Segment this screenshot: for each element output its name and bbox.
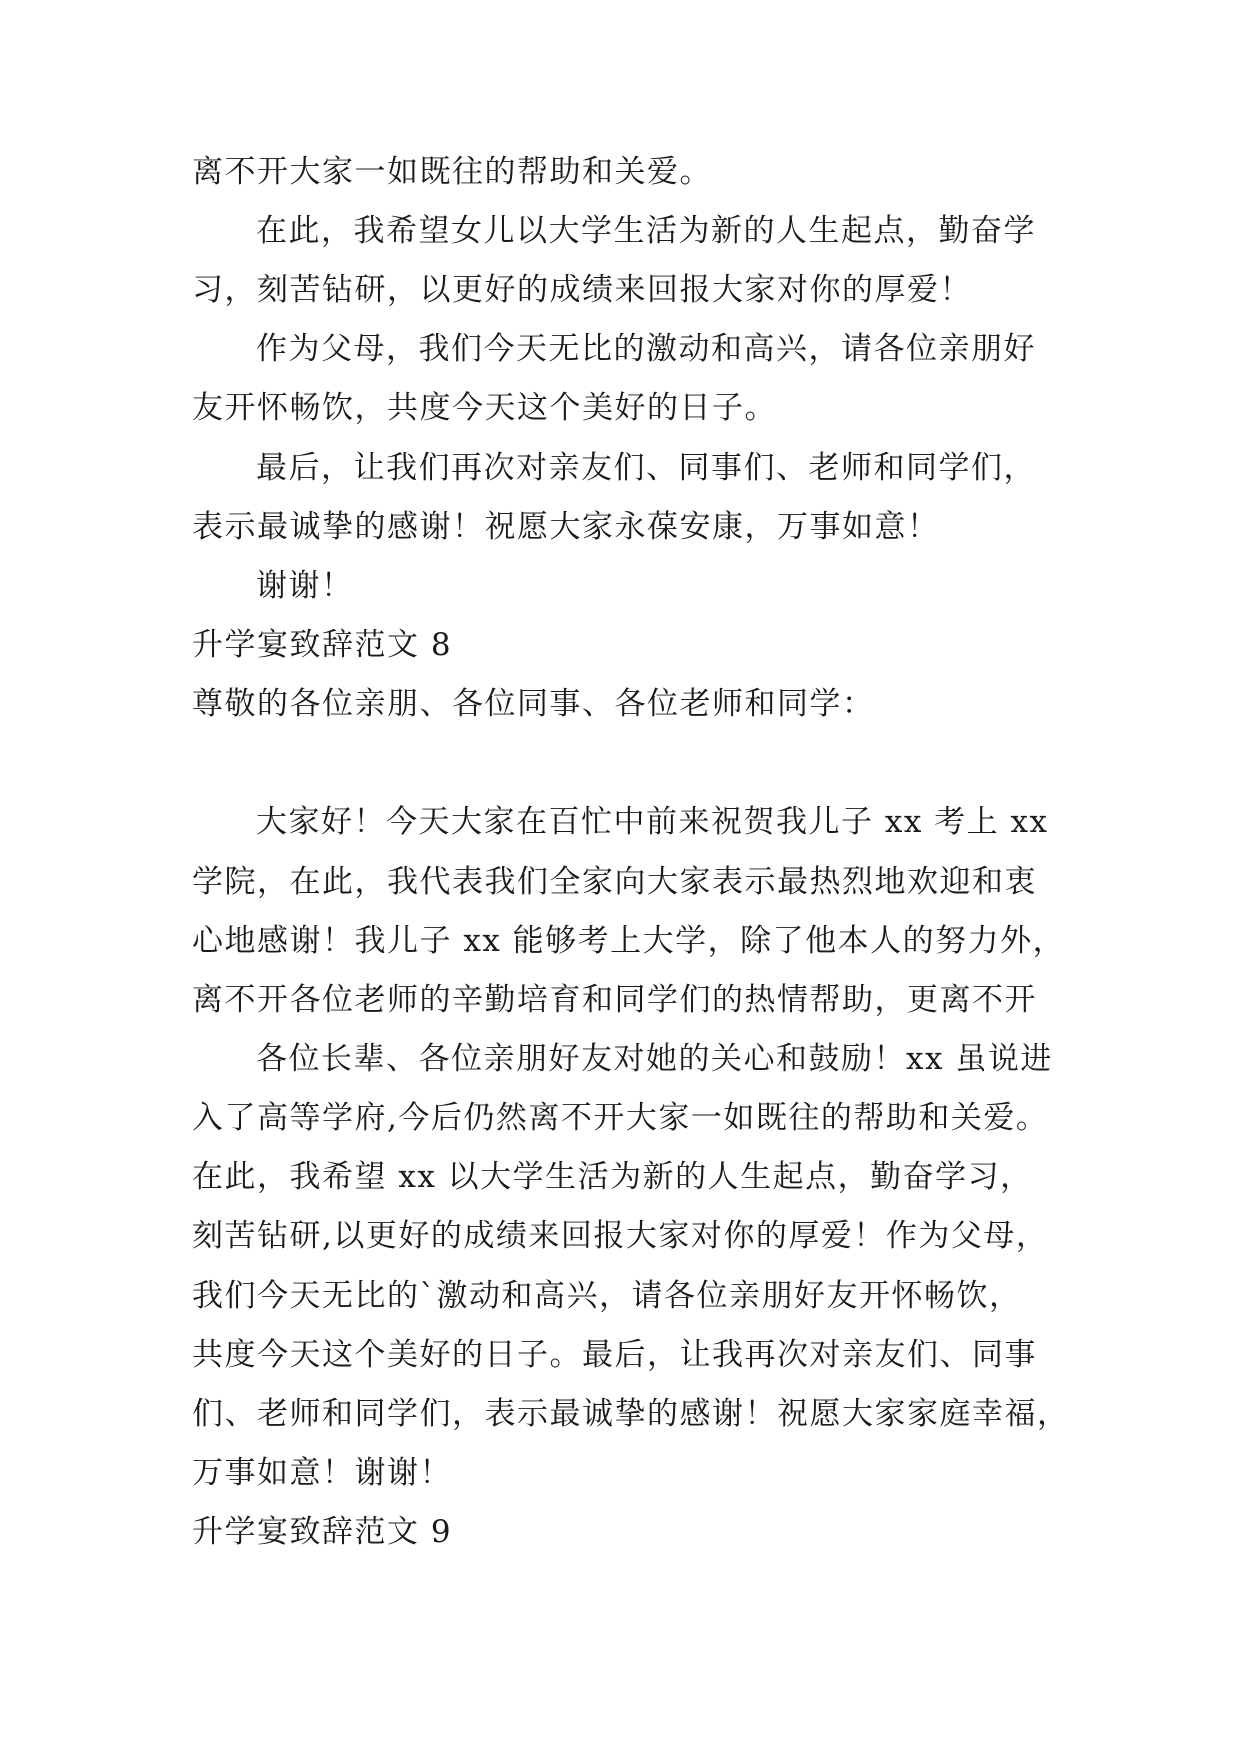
- paragraph-line-5: 友开怀畅饮，共度今天这个美好的日子。: [192, 390, 777, 426]
- paragraph-line-2: 在此，我希望女儿以大学生活为新的人生起点，勤奋学: [256, 213, 1036, 249]
- paragraph-line-11: 大家好！今天大家在百忙中前来祝贺我儿子 xx 考上 xx: [256, 804, 1049, 840]
- paragraph-line-19: 我们今天无比的`激动和高兴，请各位亲朋好友开怀畅饮，: [192, 1278, 1022, 1314]
- paragraph-line-15: 各位长辈、各位亲朋好友对她的关心和鼓励！xx 虽说进: [256, 1041, 1053, 1077]
- salutation-line: 尊敬的各位亲朋、各位同事、各位老师和同学：: [192, 686, 875, 722]
- paragraph-line-18: 刻苦钻研,以更好的成绩来回报大家对你的厚爱！作为父母，: [192, 1218, 1049, 1254]
- paragraph-line-16: 入了高等学府,今后仍然离不开大家一如既往的帮助和关爱。: [192, 1100, 1049, 1136]
- paragraph-line-22: 万事如意！谢谢！: [192, 1455, 452, 1491]
- paragraph-line-20: 共度今天这个美好的日子。最后，让我再次对亲友们、同事: [192, 1337, 1037, 1373]
- paragraph-line-8: 谢谢！: [256, 568, 354, 604]
- paragraph-line-21: 们、老师和同学们，表示最诚挚的感谢！祝愿大家家庭幸福，: [192, 1396, 1070, 1432]
- paragraph-line-13: 心地感谢！我儿子 xx 能够考上大学，除了他本人的努力外，: [192, 923, 1066, 959]
- paragraph-line-12: 学院，在此，我代表我们全家向大家表示最热烈地欢迎和衷: [192, 864, 1037, 900]
- paragraph-line-1: 离不开大家一如既往的帮助和关爱。: [192, 154, 712, 190]
- paragraph-line-17: 在此，我希望 xx 以大学生活为新的人生起点，勤奋学习，: [192, 1159, 1033, 1195]
- paragraph-line-6: 最后，让我们再次对亲友们、同事们、老师和同学们，: [256, 450, 1036, 486]
- paragraph-line-3: 习，刻苦钻研，以更好的成绩来回报大家对你的厚爱！: [192, 272, 972, 308]
- paragraph-line-7: 表示最诚挚的感谢！祝愿大家永葆安康，万事如意！: [192, 509, 940, 545]
- paragraph-line-4: 作为父母，我们今天无比的激动和高兴，请各位亲朋好: [256, 331, 1036, 367]
- section-heading-8: 升学宴致辞范文 8: [192, 627, 453, 663]
- section-heading-9: 升学宴致辞范文 9: [192, 1514, 453, 1550]
- paragraph-line-14: 离不开各位老师的辛勤培育和同学们的热情帮助，更离不开: [192, 982, 1037, 1018]
